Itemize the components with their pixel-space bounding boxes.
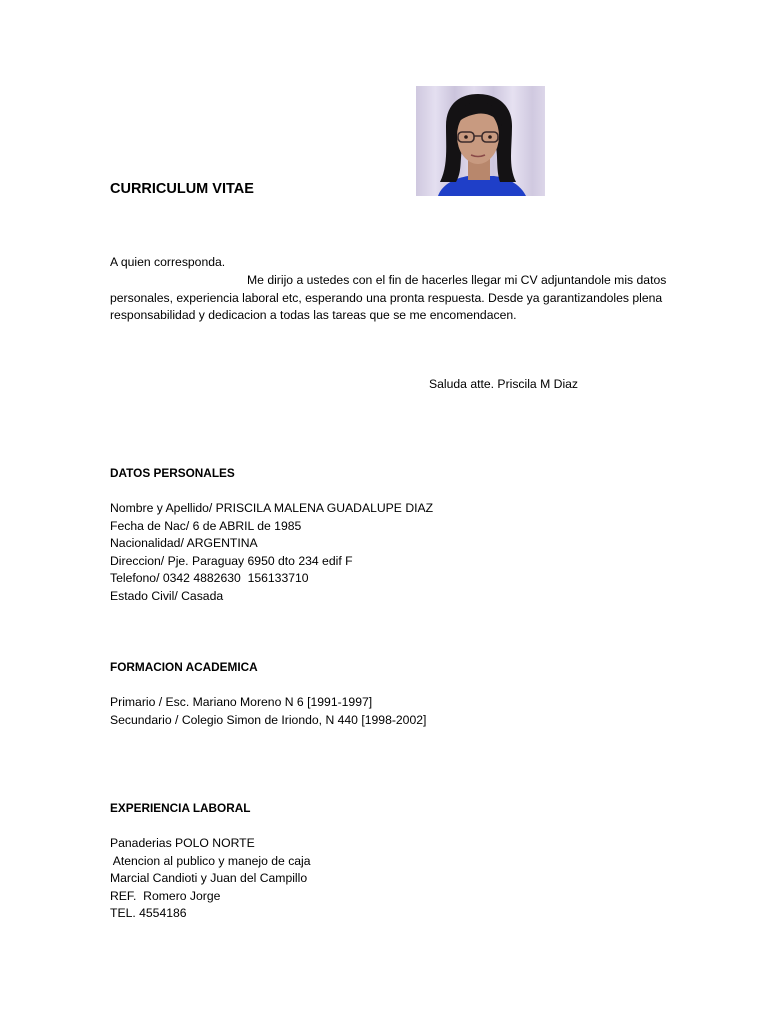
experiencia-laboral-line: Marcial Candioti y Juan del Campillo — [110, 871, 308, 886]
experiencia-laboral-line: Panaderias POLO NORTE — [110, 836, 255, 850]
datos-personales-line: Telefono/ 0342 4882630 156133710 — [110, 571, 309, 586]
letter-signature: Saluda atte. Priscila M Diaz — [429, 377, 579, 391]
experiencia-laboral-list — [110, 835, 311, 923]
datos-personales-line: Nombre y Apellido/ PRISCILA MALENA GUADALUPE DIAZ — [110, 501, 434, 515]
datos-personales-line: Estado Civil/ Casada — [110, 588, 224, 603]
section-heading-datos-personales: DATOS PERSONALES — [110, 466, 235, 480]
datos-personales-line: Fecha de Nac/ 6 de ABRIL de 1985 — [110, 518, 302, 533]
experiencia-laboral-line: Atencion al publico y manejo de caja — [110, 853, 311, 868]
formacion-academica-line: Secundario / Colegio Simon de Iriondo, N 440 [1998-2002] — [110, 712, 427, 727]
letter-greeting: A quien corresponda. — [110, 255, 226, 269]
experiencia-laboral-line: TEL. 4554186 — [110, 906, 187, 921]
datos-personales-line: Nacionalidad/ ARGENTINA — [110, 536, 258, 551]
section-heading-experiencia-laboral: EXPERIENCIA LABORAL — [110, 801, 251, 815]
experiencia-laboral-line: REF. Romero Jorge — [110, 888, 221, 903]
letter-body: Me dirijo a ustedes con el fin de hacerles llegar mi CV adjuntandole mis datos personales, experiencia laboral etc, esperando una pronta respuesta. Desde ya garantizandoles plena responsabilidad y dedicacion a todas las tareas que se me encomendacen. — [110, 273, 667, 323]
section-heading-formacion-academica: FORMACION ACADEMICA — [110, 660, 258, 674]
profile-photo — [416, 86, 545, 196]
datos-personales-line: Direccion/ Pje. Paraguay 6950 dto 234 edif F — [110, 553, 353, 568]
formacion-academica-line: Primario / Esc. Mariano Moreno N 6 [1991-1997] — [110, 695, 373, 709]
datos-personales-list — [110, 500, 433, 606]
document-title: CURRICULUM VITAE — [110, 181, 254, 197]
formacion-academica-list — [110, 694, 426, 729]
